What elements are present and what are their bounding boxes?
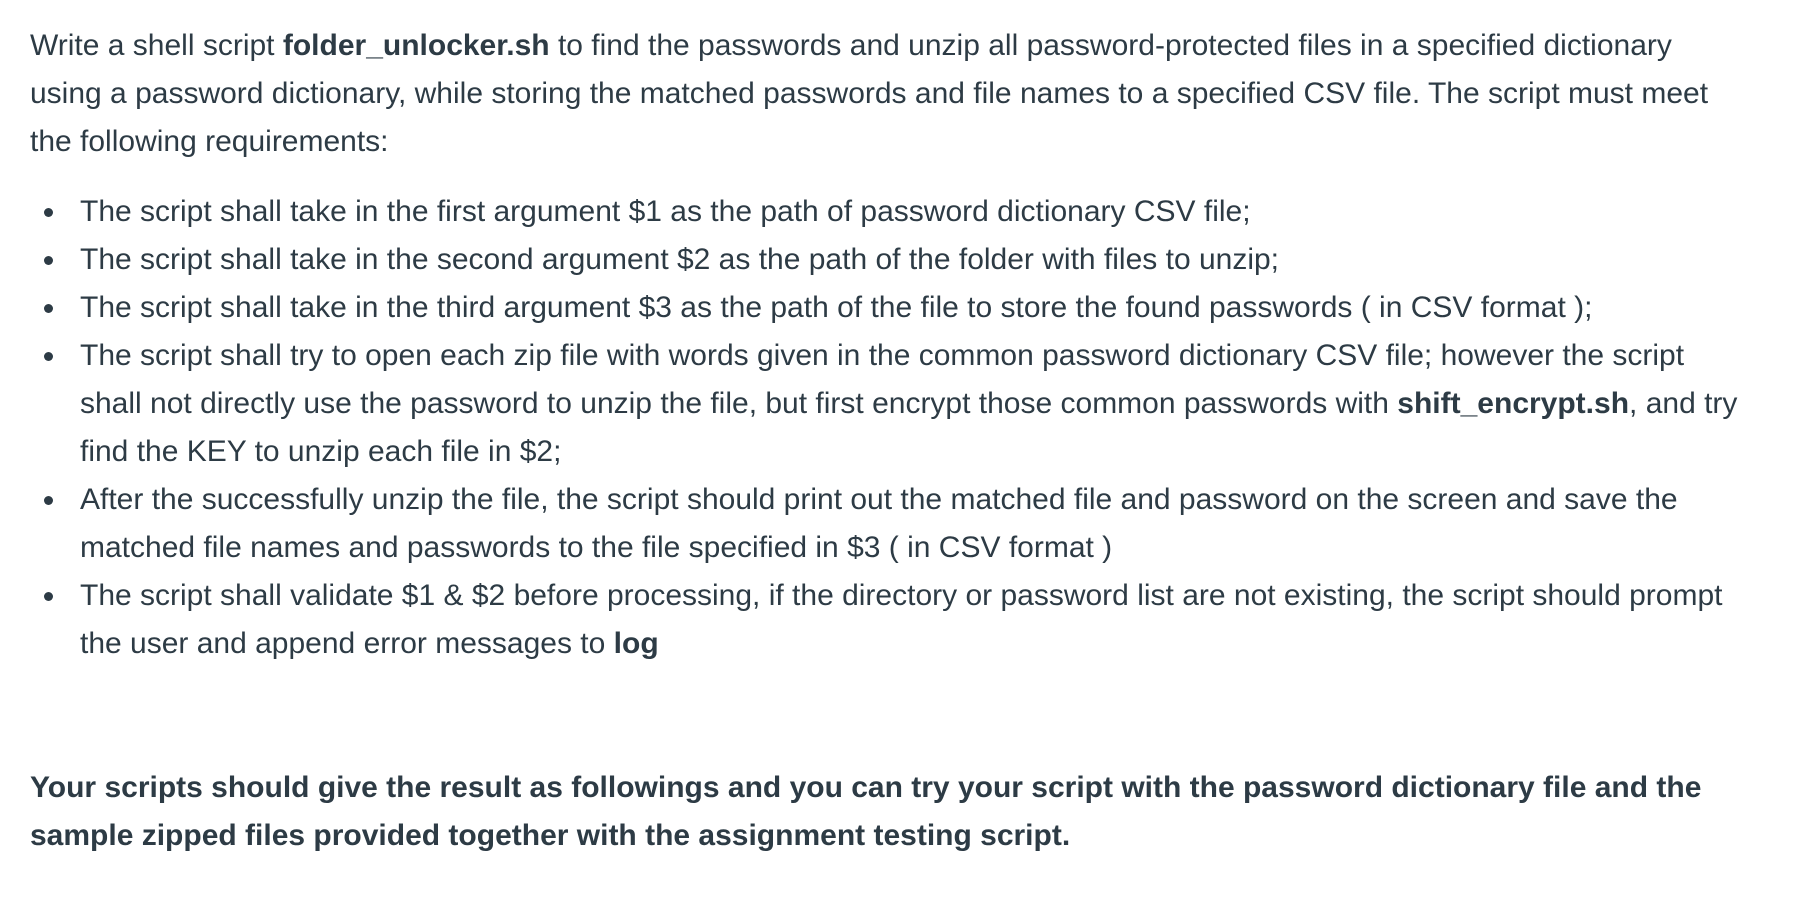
requirements-list	[30, 188, 1750, 668]
requirement-text: The script shall validate $1 & $2 before processing, if the directory or password list are not existing, the script should prompt the user and append error messages to	[80, 579, 1723, 660]
requirement-item	[30, 236, 1750, 284]
result-note: Your scripts should give the result as followings and you can try your script with the password dictionary file and the sample zipped files provided together with the assignment testing script.	[30, 771, 1702, 852]
requirement-text: The script shall take in the second argument $2 as the path of the folder with files to unzip;	[80, 243, 1280, 276]
requirement-text: The script shall take in the first argument $1 as the path of password dictionary CSV file;	[80, 195, 1251, 228]
intro-paragraph	[30, 22, 1750, 166]
requirement-text: The script shall take in the third argument $3 as the path of the file to store the found passwords ( in CSV format );	[80, 291, 1593, 324]
requirement-item	[30, 572, 1750, 668]
requirement-item	[30, 284, 1750, 332]
requirement-text: , and try find the KEY to unzip each file in $2;	[80, 387, 1738, 468]
requirement-item	[30, 188, 1750, 236]
requirement-text: The script shall try to open each zip file with words given in the common password dictionary CSV file; however the script shall not directly use the password to unzip the file, but first encrypt those common passwords with	[80, 339, 1685, 420]
script-name: folder_unlocker.sh	[282, 29, 550, 62]
encrypt-script-name: shift_encrypt.sh	[1397, 387, 1630, 420]
requirement-item	[30, 332, 1750, 476]
intro-suffix: to find the passwords and unzip all password-protected files in a specified dictionary using a password dictionary, while storing the matched passwords and file names to a specified CSV file. The script must meet the following requirements:	[30, 29, 1709, 158]
assignment-content	[30, 22, 1750, 860]
requirement-item	[30, 476, 1750, 572]
log-file-name: log	[613, 627, 659, 660]
intro-prefix: Write a shell script	[30, 29, 283, 62]
requirement-text: After the successfully unzip the file, the script should print out the matched file and password on the screen and save the matched file names and passwords to the file specified in $3 ( in CSV format )	[80, 483, 1678, 564]
